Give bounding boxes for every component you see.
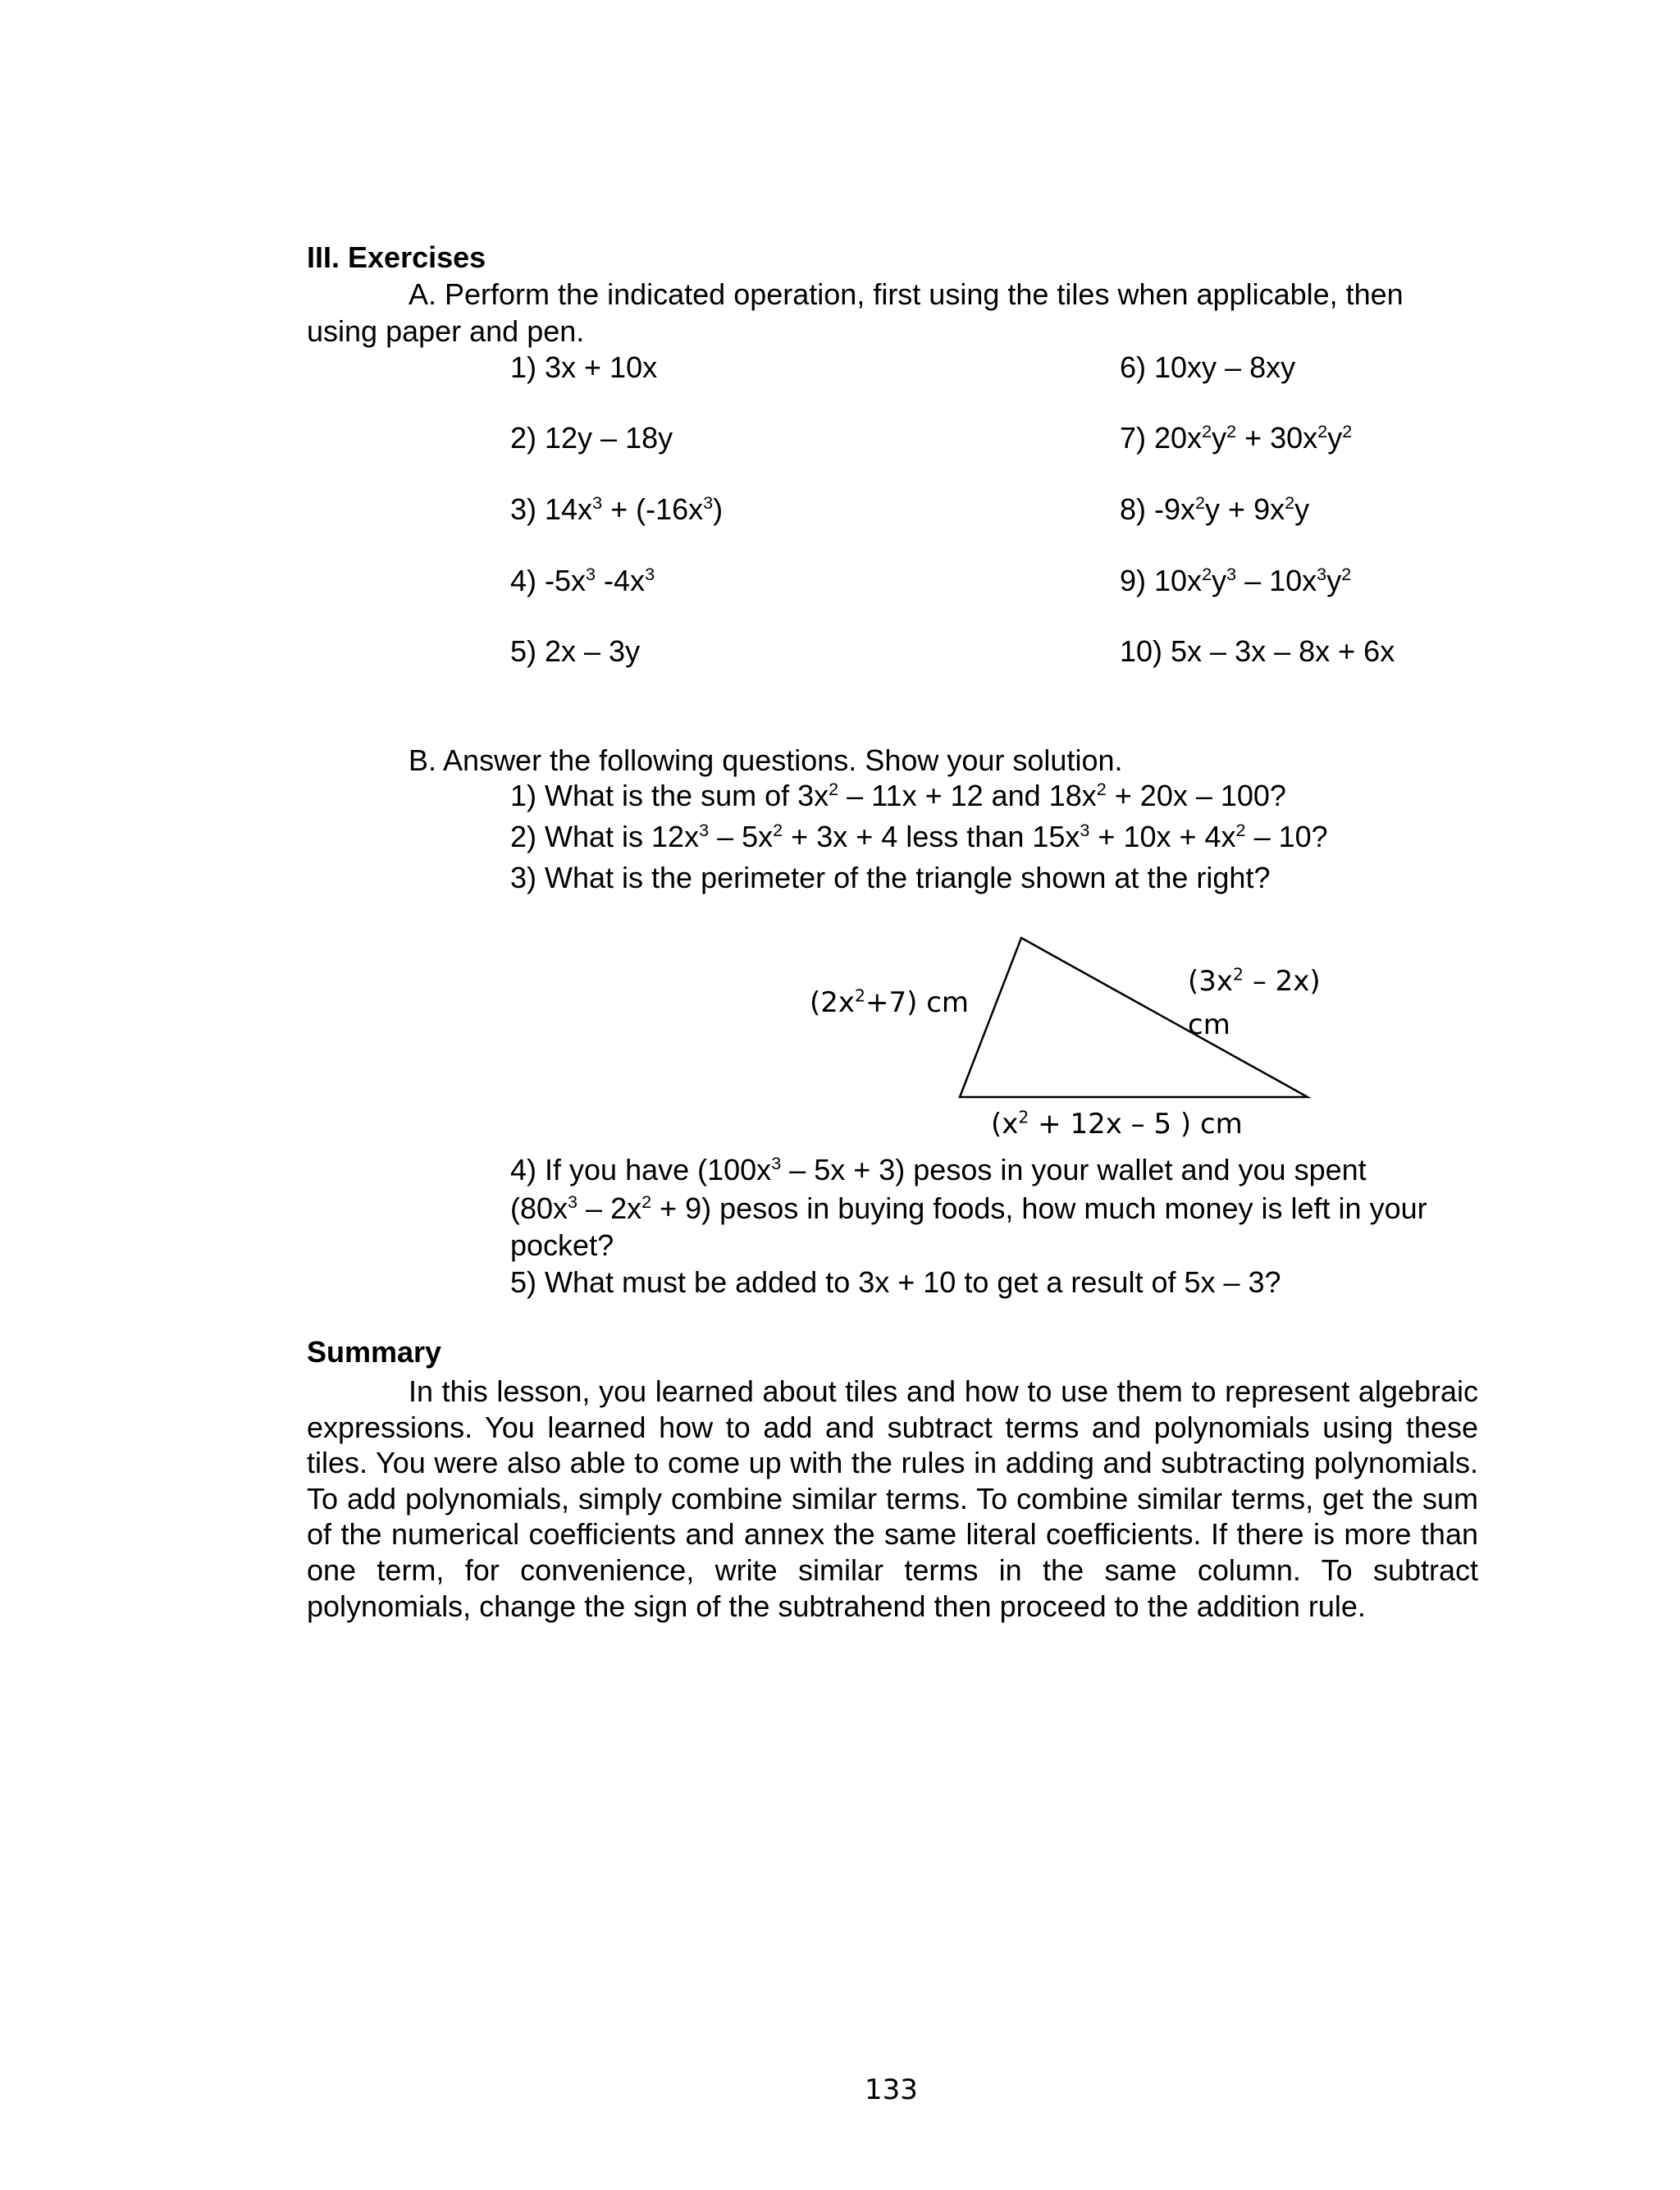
triangle-right-label-line1: $(3x^2 - 2x)$ <box>1188 964 1321 998</box>
triangle-right-label-line2: cm <box>1188 1008 1230 1041</box>
superscript: 2 <box>1202 421 1212 441</box>
exercise-9: 9) $10x^2y^3 - 10x^3y^2$ <box>1120 564 1352 597</box>
question-4-line2: $(80x^3 - 2x^2 + 9)$ pesos in buying foods, how much money is left in your <box>510 1191 1427 1225</box>
superscript: 2 <box>1096 779 1107 799</box>
superscript: 3 <box>645 564 655 584</box>
superscript: 2 <box>1018 1107 1029 1127</box>
exercise-6: 6) 10xy – 8xy <box>1120 350 1296 384</box>
superscript: 3 <box>1226 564 1237 584</box>
superscript: 2 <box>855 985 866 1006</box>
exercise-10: 10) 5x – 3x – 8x + 6x <box>1120 634 1395 668</box>
instruction-a-line2: using paper and pen. <box>307 314 585 348</box>
superscript: 2 <box>1317 421 1328 441</box>
superscript: 3 <box>1080 820 1090 840</box>
triangle-bottom-label: ($x^2 + 12x - 5$ ) cm <box>991 1107 1243 1141</box>
page-number: 133 <box>865 2073 918 2106</box>
superscript: 3 <box>568 1191 578 1212</box>
instruction-a-line1: A. Perform the indicated operation, first using the tiles when applicable, then <box>409 277 1404 311</box>
exercise-3: 3) $14x^3 + (-16x^3)$ <box>510 492 724 526</box>
superscript: 2 <box>1226 421 1237 441</box>
superscript: 2 <box>1341 564 1352 584</box>
superscript: 3 <box>699 820 710 840</box>
question-3: 3) What is the perimeter of the triangle shown at the right? <box>510 861 1271 894</box>
section-heading-exercises: III. Exercises <box>307 240 486 274</box>
question-1: 1) What is the sum of $3x^2 - 11x + 12$ and $18x^2 + 20x - 100$? <box>510 779 1286 812</box>
superscript: 2 <box>829 779 839 799</box>
superscript: 2 <box>1233 964 1244 985</box>
exercise-7: 7) $20x^2y^2 + 30x^2y^2$ <box>1120 421 1353 455</box>
summary-heading: Summary <box>307 1335 442 1369</box>
question-4-line1: 4) If you have $(100x^3 - 5x + 3)$ pesos in your wallet and you spent <box>510 1153 1367 1186</box>
exercise-2: 2) 12y – 18y <box>510 421 673 455</box>
instruction-b: B. Answer the following questions. Show your solution. <box>409 743 1123 777</box>
superscript: 2 <box>1202 564 1212 584</box>
superscript: 2 <box>1285 492 1295 513</box>
superscript: 3 <box>586 564 596 584</box>
superscript: 2 <box>1235 820 1246 840</box>
superscript: 2 <box>641 1191 652 1212</box>
superscript: 2 <box>1195 492 1206 513</box>
triangle-left-label: $(2x^2+7)$ cm <box>810 985 970 1019</box>
exercise-8: 8) $-9x^2y + 9x^2y$ <box>1120 492 1310 526</box>
triangle-shape <box>960 938 1308 1097</box>
exercise-4: 4) $-5x^3$ $-4x^3$ <box>510 564 655 597</box>
summary-paragraph <box>307 1374 1478 1624</box>
question-4-line3: pocket? <box>510 1228 614 1262</box>
superscript: 3 <box>1317 564 1327 584</box>
exercise-5: 5) 2x – 3y <box>510 634 641 668</box>
question-5: 5) What must be added to 3x + 10 to get a result of 5x – 3? <box>510 1265 1281 1299</box>
exercise-1: 1) 3x + 10x <box>510 350 658 384</box>
question-2: 2) What is $12x^3 - 5x^2 + 3x + 4$ less than $15x^3 + 10x + 4x^2 - 10$? <box>510 820 1328 853</box>
superscript: 2 <box>1342 421 1353 441</box>
superscript: 3 <box>592 492 603 513</box>
summary-text: In this lesson, you learned about tiles and how to use them to represent algebraic expressions. You learned how to add and subtract terms and polynomials using these tiles. You were also able to come up with the rules in adding and subtracting polynomials. To add polynomials, simply combine similar terms. To combine similar terms, get the sum of the numerical coefficients and annex the same literal coefficients. If there is more than one term, for convenience, write similar terms in the same column. To subtract polynomials, change the sign of the subtrahend then proceed to the addition rule. <box>307 1374 1478 1623</box>
superscript: 3 <box>703 492 714 513</box>
superscript: 2 <box>773 820 783 840</box>
superscript: 3 <box>771 1153 782 1173</box>
